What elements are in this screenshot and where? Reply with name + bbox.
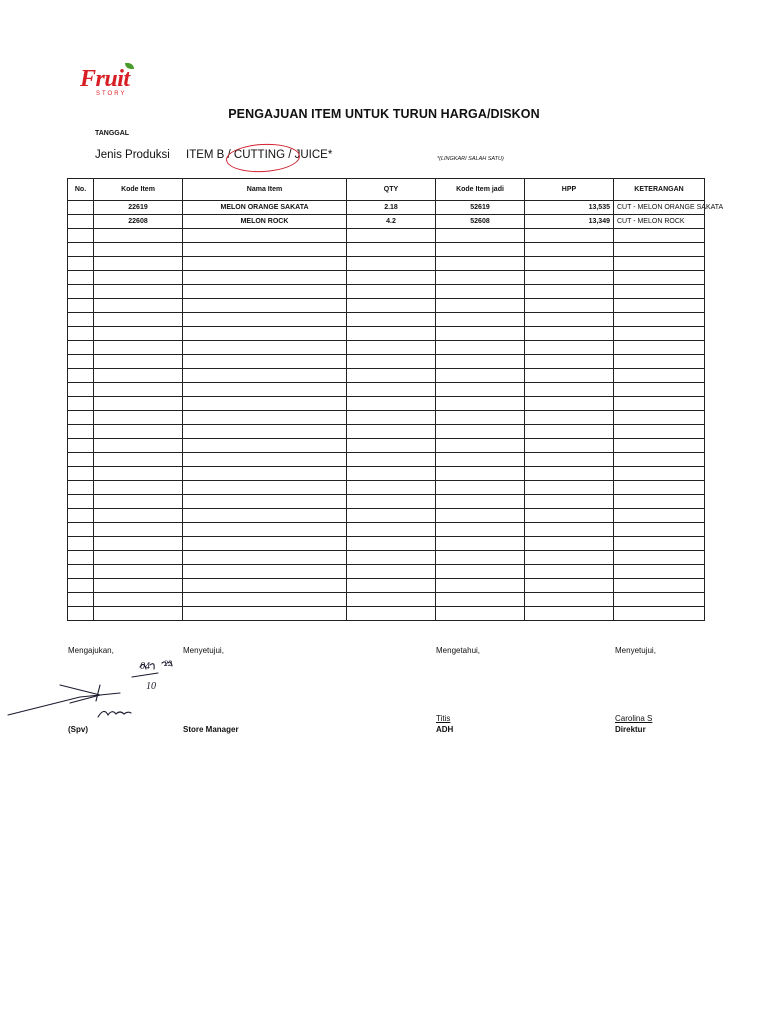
store-manager-label: Store Manager bbox=[183, 725, 239, 734]
cell-hpp bbox=[525, 285, 614, 299]
cell-no bbox=[68, 481, 94, 495]
cell-no bbox=[68, 593, 94, 607]
cell-kode-item: 22619 bbox=[94, 201, 183, 215]
cell-kode-item bbox=[94, 257, 183, 271]
cell-qty bbox=[347, 299, 436, 313]
table-row-empty bbox=[68, 551, 705, 565]
cell-kode-item bbox=[94, 537, 183, 551]
cell-kode-item bbox=[94, 313, 183, 327]
cell-kode-item-jadi bbox=[436, 439, 525, 453]
cell-kode-item bbox=[94, 453, 183, 467]
cell-kode-item-jadi bbox=[436, 495, 525, 509]
direktur-role: Direktur bbox=[615, 725, 646, 734]
cell-kode-item bbox=[94, 495, 183, 509]
header-kode-item: Kode Item bbox=[94, 179, 183, 201]
cell-hpp bbox=[525, 607, 614, 621]
cell-no bbox=[68, 257, 94, 271]
cell-keterangan bbox=[614, 299, 705, 313]
cell-keterangan bbox=[614, 593, 705, 607]
cell-no bbox=[68, 313, 94, 327]
cell-keterangan bbox=[614, 565, 705, 579]
cell-nama-item bbox=[183, 411, 347, 425]
cell-nama-item bbox=[183, 481, 347, 495]
spv-label: (Spv) bbox=[68, 725, 88, 734]
cell-qty bbox=[347, 313, 436, 327]
cell-keterangan bbox=[614, 495, 705, 509]
cell-nama-item bbox=[183, 257, 347, 271]
cell-keterangan bbox=[614, 313, 705, 327]
cell-no bbox=[68, 369, 94, 383]
cell-qty bbox=[347, 271, 436, 285]
logo-text: Fruit bbox=[80, 66, 130, 92]
cell-kode-item-jadi bbox=[436, 299, 525, 313]
cell-no bbox=[68, 425, 94, 439]
cell-hpp bbox=[525, 439, 614, 453]
cell-keterangan bbox=[614, 523, 705, 537]
cell-kode-item bbox=[94, 243, 183, 257]
cell-kode-item-jadi bbox=[436, 425, 525, 439]
cell-no bbox=[68, 565, 94, 579]
cell-hpp bbox=[525, 453, 614, 467]
adh-role: ADH bbox=[436, 725, 454, 734]
cell-kode-item-jadi bbox=[436, 481, 525, 495]
cell-keterangan bbox=[614, 285, 705, 299]
cell-kode-item bbox=[94, 299, 183, 313]
cell-qty bbox=[347, 369, 436, 383]
cell-kode-item bbox=[94, 285, 183, 299]
cell-keterangan bbox=[614, 341, 705, 355]
cell-no bbox=[68, 579, 94, 593]
cell-qty bbox=[347, 509, 436, 523]
table-row-empty bbox=[68, 579, 705, 593]
cell-no bbox=[68, 439, 94, 453]
cell-kode-item: 22608 bbox=[94, 215, 183, 229]
cell-kode-item bbox=[94, 355, 183, 369]
table-row-empty bbox=[68, 243, 705, 257]
cell-kode-item bbox=[94, 397, 183, 411]
table-row-empty bbox=[68, 481, 705, 495]
cell-nama-item bbox=[183, 453, 347, 467]
cell-qty bbox=[347, 397, 436, 411]
cell-kode-item-jadi bbox=[436, 341, 525, 355]
cell-nama-item bbox=[183, 285, 347, 299]
cell-qty bbox=[347, 453, 436, 467]
table-row-empty bbox=[68, 411, 705, 425]
cell-keterangan bbox=[614, 257, 705, 271]
cell-keterangan bbox=[614, 411, 705, 425]
cell-nama-item bbox=[183, 467, 347, 481]
cell-keterangan bbox=[614, 425, 705, 439]
cell-nama-item bbox=[183, 607, 347, 621]
cell-kode-item bbox=[94, 327, 183, 341]
cell-hpp bbox=[525, 257, 614, 271]
cell-no bbox=[68, 397, 94, 411]
cell-kode-item-jadi bbox=[436, 467, 525, 481]
table-row-empty bbox=[68, 523, 705, 537]
cell-qty bbox=[347, 537, 436, 551]
item-table bbox=[67, 178, 724, 621]
cell-hpp bbox=[525, 523, 614, 537]
cell-no bbox=[68, 285, 94, 299]
cell-hpp bbox=[525, 509, 614, 523]
cell-keterangan bbox=[614, 439, 705, 453]
cell-qty bbox=[347, 411, 436, 425]
cell-hpp: 13,349 bbox=[525, 215, 614, 229]
cell-qty bbox=[347, 565, 436, 579]
header-nama-item: Nama Item bbox=[183, 179, 347, 201]
cell-qty bbox=[347, 607, 436, 621]
jenis-produksi-label: Jenis Produksi bbox=[95, 149, 170, 161]
cell-keterangan bbox=[614, 453, 705, 467]
table-row bbox=[68, 215, 705, 229]
table-row-empty bbox=[68, 383, 705, 397]
cell-no bbox=[68, 537, 94, 551]
cell-qty: 4.2 bbox=[347, 215, 436, 229]
cell-nama-item bbox=[183, 299, 347, 313]
cell-hpp bbox=[525, 271, 614, 285]
cell-no bbox=[68, 495, 94, 509]
table-row-empty bbox=[68, 565, 705, 579]
cell-no bbox=[68, 341, 94, 355]
cell-kode-item bbox=[94, 509, 183, 523]
cell-hpp bbox=[525, 537, 614, 551]
cell-nama-item bbox=[183, 579, 347, 593]
cell-kode-item bbox=[94, 481, 183, 495]
cell-nama-item bbox=[183, 593, 347, 607]
cell-nama-item bbox=[183, 271, 347, 285]
cell-kode-item-jadi bbox=[436, 243, 525, 257]
cell-hpp bbox=[525, 411, 614, 425]
table-row-empty bbox=[68, 439, 705, 453]
cell-no bbox=[68, 383, 94, 397]
cell-qty bbox=[347, 495, 436, 509]
cell-no bbox=[68, 551, 94, 565]
table-row-empty bbox=[68, 425, 705, 439]
mengetahui-label: Mengetahui, bbox=[436, 646, 481, 655]
header-hpp: HPP bbox=[525, 179, 614, 201]
cell-hpp bbox=[525, 593, 614, 607]
cell-no bbox=[68, 453, 94, 467]
jenis-produksi-value: ITEM B / CUTTING / JUICE* bbox=[186, 149, 333, 161]
cell-hpp bbox=[525, 565, 614, 579]
instruction-note: *(LINGKARI SALAH SATU) bbox=[437, 156, 504, 162]
handwritten-month: 10 bbox=[146, 681, 156, 692]
cell-nama-item bbox=[183, 565, 347, 579]
cell-qty bbox=[347, 593, 436, 607]
cell-keterangan bbox=[614, 467, 705, 481]
cell-nama-item bbox=[183, 439, 347, 453]
cell-kode-item-jadi bbox=[436, 229, 525, 243]
direktur-name: Carolina S bbox=[615, 714, 653, 723]
cell-kode-item-jadi bbox=[436, 313, 525, 327]
cell-nama-item bbox=[183, 313, 347, 327]
cell-keterangan bbox=[614, 369, 705, 383]
cell-nama-item bbox=[183, 425, 347, 439]
mengajukan-label: Mengajukan, bbox=[68, 646, 114, 655]
cell-no bbox=[68, 467, 94, 481]
cell-kode-item-jadi bbox=[436, 369, 525, 383]
table-row-empty bbox=[68, 341, 705, 355]
cell-kode-item bbox=[94, 523, 183, 537]
cell-keterangan bbox=[614, 607, 705, 621]
cell-keterangan bbox=[614, 327, 705, 341]
cell-keterangan bbox=[614, 551, 705, 565]
cell-kode-item bbox=[94, 593, 183, 607]
cell-qty bbox=[347, 551, 436, 565]
table-row-empty bbox=[68, 257, 705, 271]
cell-kode-item-jadi bbox=[436, 537, 525, 551]
cell-kode-item-jadi bbox=[436, 579, 525, 593]
cell-qty bbox=[347, 285, 436, 299]
cell-kode-item-jadi bbox=[436, 397, 525, 411]
cell-qty bbox=[347, 467, 436, 481]
cell-kode-item bbox=[94, 565, 183, 579]
cell-kode-item-jadi bbox=[436, 271, 525, 285]
menyetujui-label-2: Menyetujui, bbox=[615, 646, 656, 655]
cell-kode-item-jadi bbox=[436, 565, 525, 579]
table-row-empty bbox=[68, 593, 705, 607]
cell-keterangan bbox=[614, 397, 705, 411]
table-row-empty bbox=[68, 285, 705, 299]
cell-nama-item bbox=[183, 523, 347, 537]
cell-hpp bbox=[525, 229, 614, 243]
cell-no bbox=[68, 411, 94, 425]
table-row-empty bbox=[68, 299, 705, 313]
cell-qty bbox=[347, 243, 436, 257]
cell-qty bbox=[347, 327, 436, 341]
cell-hpp bbox=[525, 299, 614, 313]
cell-kode-item-jadi bbox=[436, 523, 525, 537]
cell-no bbox=[68, 523, 94, 537]
cell-qty bbox=[347, 355, 436, 369]
cell-kode-item-jadi bbox=[436, 327, 525, 341]
cell-hpp bbox=[525, 467, 614, 481]
selection-circle bbox=[225, 142, 300, 174]
cell-nama-item bbox=[183, 495, 347, 509]
table-row-empty bbox=[68, 537, 705, 551]
cell-nama-item: MELON ORANGE SAKATA bbox=[183, 201, 347, 215]
table-row-empty bbox=[68, 467, 705, 481]
cell-no bbox=[68, 509, 94, 523]
table-row-empty bbox=[68, 509, 705, 523]
cell-hpp bbox=[525, 481, 614, 495]
cell-hpp bbox=[525, 313, 614, 327]
signature-handwriting bbox=[0, 655, 210, 725]
header-kode-item-jadi: Kode Item jadi bbox=[436, 179, 525, 201]
cell-qty bbox=[347, 425, 436, 439]
cell-hpp bbox=[525, 579, 614, 593]
cell-kode-item-jadi bbox=[436, 383, 525, 397]
cell-nama-item bbox=[183, 327, 347, 341]
handwritten-year: 22 bbox=[164, 659, 172, 668]
cell-keterangan bbox=[614, 243, 705, 257]
brand-logo bbox=[80, 66, 144, 106]
cell-qty bbox=[347, 481, 436, 495]
handwritten-day: 04 bbox=[140, 661, 150, 672]
adh-name: Titis bbox=[436, 714, 451, 723]
cell-kode-item bbox=[94, 229, 183, 243]
cell-hpp bbox=[525, 383, 614, 397]
cell-keterangan bbox=[614, 509, 705, 523]
cell-qty bbox=[347, 439, 436, 453]
cell-keterangan bbox=[614, 537, 705, 551]
table-row-empty bbox=[68, 397, 705, 411]
cell-no bbox=[68, 201, 94, 215]
cell-qty bbox=[347, 579, 436, 593]
cell-keterangan bbox=[614, 383, 705, 397]
cell-kode-item bbox=[94, 425, 183, 439]
table-row-empty bbox=[68, 453, 705, 467]
cell-no bbox=[68, 243, 94, 257]
logo-subtext: STORY bbox=[96, 91, 127, 97]
cell-hpp bbox=[525, 369, 614, 383]
table-row-empty bbox=[68, 369, 705, 383]
cell-kode-item bbox=[94, 551, 183, 565]
cell-qty bbox=[347, 257, 436, 271]
cell-nama-item bbox=[183, 509, 347, 523]
cell-hpp bbox=[525, 341, 614, 355]
cell-kode-item-jadi: 52619 bbox=[436, 201, 525, 215]
cell-kode-item-jadi bbox=[436, 453, 525, 467]
cell-kode-item-jadi bbox=[436, 551, 525, 565]
cell-kode-item bbox=[94, 383, 183, 397]
cell-hpp bbox=[525, 551, 614, 565]
cell-hpp: 13,535 bbox=[525, 201, 614, 215]
header-no: No. bbox=[68, 179, 94, 201]
table-row-empty bbox=[68, 313, 705, 327]
cell-nama-item bbox=[183, 397, 347, 411]
cell-kode-item-jadi bbox=[436, 257, 525, 271]
table-row bbox=[68, 201, 705, 215]
cell-no bbox=[68, 327, 94, 341]
cell-nama-item: MELON ROCK bbox=[183, 215, 347, 229]
cell-keterangan bbox=[614, 579, 705, 593]
cell-keterangan bbox=[614, 355, 705, 369]
cell-kode-item bbox=[94, 579, 183, 593]
cell-hpp bbox=[525, 495, 614, 509]
table-row-empty bbox=[68, 271, 705, 285]
cell-no bbox=[68, 271, 94, 285]
table-row-empty bbox=[68, 355, 705, 369]
cell-kode-item-jadi bbox=[436, 285, 525, 299]
cell-qty bbox=[347, 383, 436, 397]
cell-kode-item bbox=[94, 467, 183, 481]
table-row-empty bbox=[68, 327, 705, 341]
cell-no bbox=[68, 607, 94, 621]
cell-nama-item bbox=[183, 383, 347, 397]
cell-nama-item bbox=[183, 355, 347, 369]
cell-kode-item bbox=[94, 369, 183, 383]
cell-kode-item bbox=[94, 607, 183, 621]
cell-nama-item bbox=[183, 551, 347, 565]
tanggal-label: TANGGAL bbox=[95, 130, 130, 137]
cell-kode-item-jadi bbox=[436, 355, 525, 369]
cell-nama-item bbox=[183, 229, 347, 243]
cell-kode-item-jadi bbox=[436, 593, 525, 607]
cell-hpp bbox=[525, 355, 614, 369]
cell-kode-item-jadi bbox=[436, 607, 525, 621]
cell-no bbox=[68, 215, 94, 229]
cell-kode-item-jadi bbox=[436, 509, 525, 523]
cell-no bbox=[68, 299, 94, 313]
cell-qty bbox=[347, 341, 436, 355]
cell-keterangan bbox=[614, 229, 705, 243]
cell-kode-item bbox=[94, 439, 183, 453]
table-row-empty bbox=[68, 607, 705, 621]
cell-keterangan: CUT - MELON ORANGE SAKATA bbox=[614, 201, 705, 215]
document-title: PENGAJUAN ITEM UNTUK TURUN HARGA/DISKON bbox=[228, 107, 540, 121]
cell-nama-item bbox=[183, 341, 347, 355]
header-keterangan: KETERANGAN bbox=[614, 179, 705, 201]
cell-hpp bbox=[525, 425, 614, 439]
table-row-empty bbox=[68, 229, 705, 243]
table-row-empty bbox=[68, 495, 705, 509]
cell-nama-item bbox=[183, 369, 347, 383]
cell-keterangan bbox=[614, 271, 705, 285]
cell-keterangan: CUT - MELON ROCK bbox=[614, 215, 705, 229]
cell-kode-item bbox=[94, 341, 183, 355]
cell-qty: 2.18 bbox=[347, 201, 436, 215]
cell-kode-item bbox=[94, 411, 183, 425]
cell-nama-item bbox=[183, 537, 347, 551]
cell-qty bbox=[347, 523, 436, 537]
header-qty: QTY bbox=[347, 179, 436, 201]
cell-no bbox=[68, 229, 94, 243]
cell-keterangan bbox=[614, 481, 705, 495]
cell-no bbox=[68, 355, 94, 369]
cell-kode-item bbox=[94, 271, 183, 285]
cell-kode-item-jadi: 52608 bbox=[436, 215, 525, 229]
cell-hpp bbox=[525, 327, 614, 341]
cell-nama-item bbox=[183, 243, 347, 257]
cell-hpp bbox=[525, 397, 614, 411]
cell-kode-item-jadi bbox=[436, 411, 525, 425]
cell-qty bbox=[347, 229, 436, 243]
cell-hpp bbox=[525, 243, 614, 257]
table-header-row bbox=[68, 179, 705, 201]
menyetujui-label-1: Menyetujui, bbox=[183, 646, 224, 655]
